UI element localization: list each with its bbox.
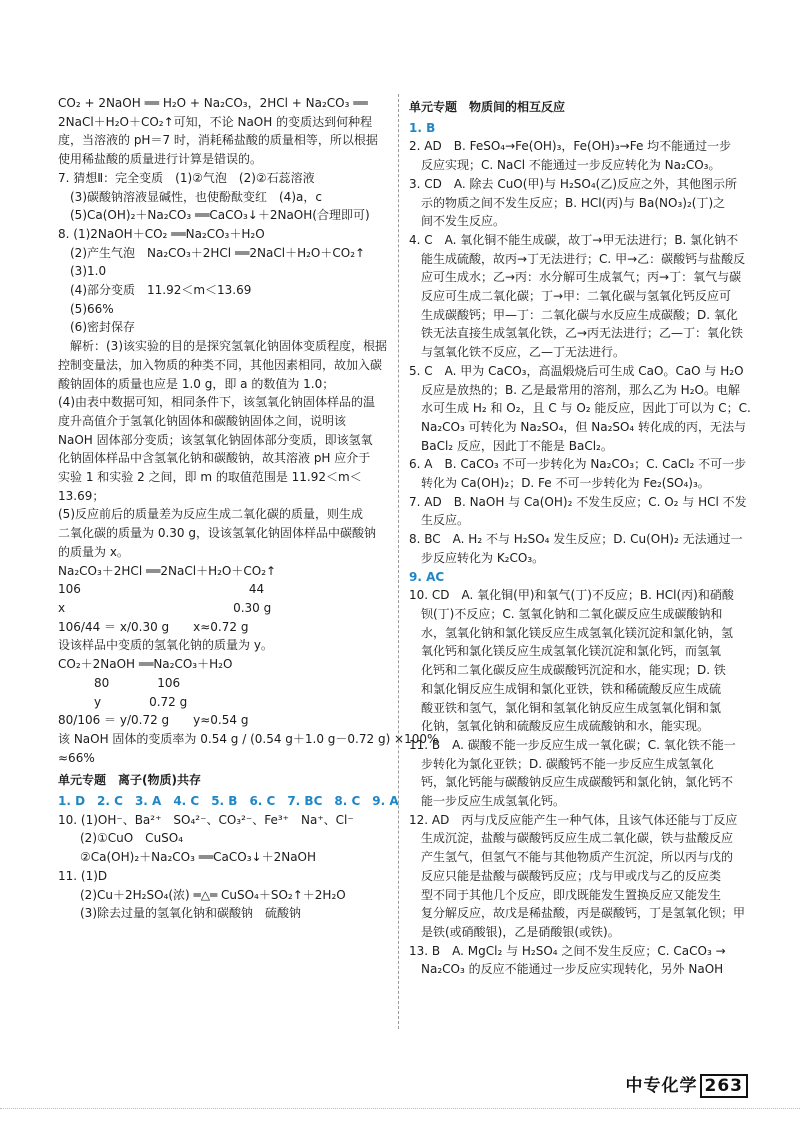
text-line: (2)①CuO CuSO₄ [80, 831, 184, 846]
text-line: Na₂CO₃ 可转化为 Na₂SO₄，但 Na₂SO₄ 转化成的丙，无法与 [421, 419, 747, 434]
text-line: 该 NaOH 固体的变质率为 0.54 g / (0.54 g＋1.0 g－0.72 g) ×100% [58, 731, 439, 746]
ratio-line: 106/44 ＝ x/0.30 g x≈0.72 g [58, 619, 249, 634]
text-line: (3)除去过量的氢氧化钠和碳酸钠 硫酸钠 [80, 906, 301, 921]
text-line: (5)反应前后的质量差为反应生成二氧化碳的质量，则生成 [58, 507, 364, 522]
text-line: 钙，氯化钙能与碳酸钠反应生成碳酸钙和氯化钠，氯化钙不 [421, 775, 734, 790]
answer-3: 3. CD A. 除去 CuO(甲)与 H₂SO₄(乙)反应之外，其他图示所 [409, 176, 738, 191]
text-line: 13.69； [58, 488, 105, 503]
answer-11-heading: 11. (1)D [58, 868, 108, 883]
column-divider [398, 94, 399, 1029]
text-line: 生成碳酸钙；甲—丁：二氧化碳与水反应生成碳酸；D. 氧化 [421, 307, 738, 322]
text-line: 解析：(3)该实验的目的是探究氢氧化钠固体变质程度，根据 [70, 339, 388, 354]
text-line: Na₂CO₃ 的反应不能通过一步反应实现转化，另外 NaOH [421, 962, 724, 977]
text-line: 水可生成 H₂ 和 O₂，且 C 与 O₂ 能反应，因此丁可以为 C；C. [421, 401, 751, 416]
text-line: 酸亚铁和氢气，氯化铜和氢氧化钠反应生成氢氧化铜和氯 [421, 700, 722, 715]
text-line: 和氯化铜反应生成铜和氯化亚铁，铁和稀硫酸反应生成硫 [421, 681, 722, 696]
page-footer [626, 1077, 749, 1096]
answer-13: 13. B A. MgCl₂ 与 H₂SO₄ 之间不发生反应；C. CaCO₃ → [409, 943, 726, 958]
text-line: 能一步反应生成氢氧化钙。 [421, 794, 566, 809]
answer-list-1-9: 1. D 2. C 3. A 4. C 5. B 6. C 7. BC 8. C 9. A [58, 794, 399, 809]
equation-line: Na₂CO₃＋2HCl ══2NaCl＋H₂O＋CO₂↑ [58, 563, 277, 578]
equation-line: CO₂＋2NaOH ══Na₂CO₃＋H₂O [58, 657, 233, 672]
text-line: 能生成硫酸，故丙→丁无法进行；C. 甲→乙：碳酸钙与盐酸反 [421, 251, 746, 266]
text-line: 步反应转化为 K₂CO₃。 [421, 550, 545, 565]
text-line: 是铁(或硝酸银)，乙是硝酸银(或铁)。 [421, 924, 620, 939]
text-line: 应可生成水；乙→丙：水分解可生成氧气；丙→丁：氧气与碳 [421, 270, 742, 285]
bottom-rule [0, 1108, 800, 1109]
text-line: 产生氢气，但氢气不能与其他物质产生沉淀，所以丙与戊的 [421, 850, 734, 865]
text-line: 示的物质之间不发生反应；B. HCl(丙)与 Ba(NO₃)₂(丁)之 [421, 195, 726, 210]
text-line: (5)Ca(OH)₂＋Na₂CO₃ ══CaCO₃↓＋2NaOH(合理即可) [70, 208, 370, 223]
answer-6: 6. A B. CaCO₃ 不可一步转化为 Na₂CO₃；C. CaCl₂ 不可一步 [409, 457, 747, 472]
answer-10: 10. CD A. 氧化铜(甲)和氧气(丁)不反应；B. HCl(丙)和硝酸 [409, 588, 734, 603]
answer-9: 9. AC [409, 569, 445, 584]
text-line: 的质量为 x。 [58, 544, 129, 559]
text-line: 型不同于其他几个反应，即戊既能发生置换反应又能发生 [421, 887, 722, 902]
section-heading-ion-coexistence: 单元专题 离子(物质)共存 [58, 773, 201, 788]
answer-4: 4. C A. 氧化铜不能生成碳，故丁→甲无法进行；B. 氯化钠不 [409, 232, 739, 247]
text-line: 生反应。 [421, 513, 470, 528]
text-line: 反应是放热的；B. 乙是最常用的溶剂，那么乙为 H₂O。电解 [421, 382, 740, 397]
text-line: (6)密封保存 [70, 320, 135, 335]
answer-10-heading: 10. (1)OH⁻、Ba²⁺ SO₄²⁻、CO₃²⁻、Fe³⁺ Na⁺、Cl⁻ [58, 812, 354, 827]
text-line: 度升高值介于氢氧化钠固体和碳酸钠固体之间，说明该 [58, 413, 347, 428]
answer-11: 11. B A. 碳酸不能一步反应生成一氧化碳；C. 氧化铁不能一 [409, 737, 736, 752]
text-line: 铁无法直接生成氢氧化铁，乙→丙无法进行；乙—丁：氧化铁 [421, 326, 744, 341]
text-line: 化钙和二氧化碳反应生成碳酸钙沉淀和水，能实现；D. 铁 [421, 663, 726, 678]
answer-2: 2. AD B. FeSO₄→Fe(OH)₃，Fe(OH)₃→Fe 均不能通过一步 [409, 139, 732, 154]
right-column [409, 94, 749, 979]
ratio-line: 80/106 ＝ y/0.72 g y≈0.54 g [58, 713, 249, 728]
text-line: NaOH 固体部分变质；该氢氧化钠固体部分变质，即该氢氧 [58, 432, 373, 447]
text-line: 化钠，氢氧化钠和硫酸反应生成硫酸钠和水，能实现。 [421, 719, 710, 734]
text-line: 钡(丁)不反应；C. 氢氧化钠和二氧化碳反应生成碳酸钠和 [421, 606, 723, 621]
equation-line: y 0.72 g [58, 694, 188, 709]
answer-8: 8. BC A. H₂ 不与 H₂SO₄ 发生反应；D. Cu(OH)₂ 无法通过一 [409, 532, 743, 547]
text-line: 反应只能是盐酸与碳酸钙反应；戊与甲或戊与乙的反应类 [421, 868, 722, 883]
text-line: (2)Cu＋2H₂SO₄(浓) ═△═ CuSO₄＋SO₂↑＋2H₂O [80, 887, 346, 902]
text-line: 反应实现；C. NaCl 不能通过一步反应转化为 Na₂CO₃。 [421, 158, 721, 173]
answer-7: 7. AD B. NaOH 与 Ca(OH)₂ 不发生反应；C. O₂ 与 HCl 不发 [409, 494, 747, 509]
text-line: CO₂ + 2NaOH ══ H₂O + Na₂CO₃，2HCl + Na₂CO₃ ══ [58, 96, 368, 110]
text-line: ②Ca(OH)₂＋Na₂CO₃ ══CaCO₃↓＋2NaOH [80, 850, 317, 865]
answer-1: 1. B [409, 120, 436, 135]
text-line: (5)66% [70, 301, 114, 316]
answer-5: 5. C A. 甲为 CaCO₃，高温煅烧后可生成 CaO。CaO 与 H₂O [409, 363, 744, 378]
page-number: 263 [700, 1074, 749, 1098]
section-heading-mutual-reactions: 单元专题 物质间的相互反应 [409, 100, 566, 114]
answer-8-heading: 8. (1)2NaOH＋CO₂ ══Na₂CO₃＋H₂O [58, 226, 265, 241]
text-line: 2NaCl＋H₂O＋CO₂↑可知，不论 NaOH 的变质达到何种程 [58, 114, 373, 129]
equation-line: 80 106 [58, 675, 181, 690]
text-line: (2)产生气泡 Na₂CO₃＋2HCl ══2NaCl＋H₂O＋CO₂↑ [70, 245, 366, 260]
equation-line: 106 44 [58, 582, 265, 597]
text-line: 设该样品中变质的氢氧化钠的质量为 y。 [58, 638, 273, 653]
text-line: 间不发生反应。 [421, 214, 506, 229]
text-line: 化钠固体样品中含氢氧化钠和碳酸钠，故其溶液 pH 应介于 [58, 451, 371, 466]
text-line: 二氧化碳的质量为 0.30 g，设该氢氧化钠固体样品中碳酸钠 [58, 526, 376, 541]
text-line: 转化为 Ca(OH)₂；D. Fe 不可一步转化为 Fe₂(SO₄)₃。 [421, 476, 710, 491]
text-line: 生成沉淀，盐酸与碳酸钙反应生成二氧化碳，铁与盐酸反应 [421, 831, 734, 846]
text-line: (3)碳酸钠溶液显碱性，也使酚酞变红 (4)a，c [70, 189, 322, 204]
text-line: ≈66% [58, 750, 95, 765]
text-line: (4)部分变质 11.92＜m＜13.69 [70, 283, 252, 298]
text-line: 步转化为氯化亚铁；D. 碳酸钙不能一步反应生成氢氧化 [421, 756, 714, 771]
answer-12: 12. AD 丙与戊反应能产生一种气体，且该气体还能与丁反应 [409, 812, 738, 827]
footer-subject: 中专化学 [625, 1076, 698, 1096]
text-line: 反应可生成二氧化碳；丁→甲：二氧化碳与氢氧化钙反应可 [421, 289, 732, 304]
text-line: BaCl₂ 反应，因此丁不能是 BaCl₂。 [421, 438, 613, 453]
text-line: 与氢氧化铁不反应，乙—丁无法进行。 [421, 345, 626, 360]
text-line: 水，氢氧化钠和氯化镁反应生成氢氧化镁沉淀和氯化钠，氢 [421, 625, 734, 640]
text-line: 复分解反应，故戊是稀盐酸，丙是碳酸钙，丁是氢氧化钡；甲 [421, 906, 746, 921]
text-line: (3)1.0 [70, 264, 107, 279]
equation-line: x 0.30 g [58, 600, 272, 615]
text-line: 度，当溶液的 pH＝7 时，消耗稀盐酸的质量相等，所以根据 [58, 133, 378, 148]
text-line: 氧化钙和氯化镁反应生成氢氧化镁沉淀和氯化钙，而氢氧 [421, 644, 722, 659]
text-line: 使用稀盐酸的质量进行计算是错误的。 [58, 152, 263, 167]
text-line: 实验 1 和实验 2 之间，即 m 的取值范围是 11.92＜m＜ [58, 470, 362, 485]
text-line: (4)由表中数据可知，相同条件下，该氢氧化钠固体样品的温 [58, 395, 376, 410]
text-line: 酸钠固体的质量也应是 1.0 g，即 a 的数值为 1.0； [58, 376, 335, 391]
answer-7-heading: 7. 猜想Ⅱ：完全变质 (1)②气泡 (2)②石蕊溶液 [58, 170, 315, 185]
text-line: 控制变量法，加入物质的种类不同，其他因素相同，故加入碳 [58, 357, 383, 372]
